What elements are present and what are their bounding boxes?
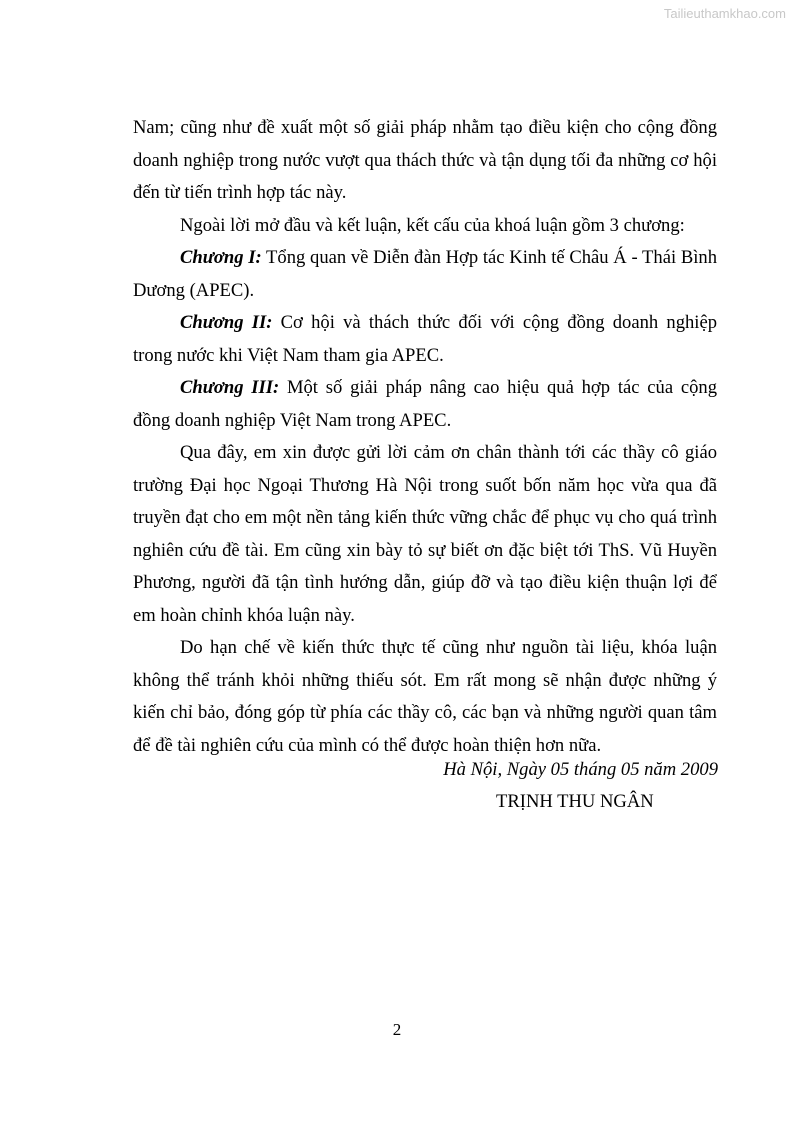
document-body xyxy=(133,112,717,762)
chapter-2-entry xyxy=(133,307,717,372)
chapter-1-text: Tổng quan về Diễn đàn Hợp tác Kinh tế Châu Á - Thái Bình Dương (APEC). xyxy=(133,247,717,301)
chapter-3-entry xyxy=(133,372,717,437)
signature-date: Hà Nội, Ngày 05 tháng 05 năm 2009 xyxy=(443,759,718,780)
paragraph-acknowledgement: Qua đây, em xin được gửi lời cảm ơn chân thành tới các thầy cô giáo trường Đại học Ngoại Thương Hà Nội trong suốt bốn năm học vừa qua đã truyền đạt cho em một nền tảng kiến thức vững chắc để phục vụ cho quá trình nghiên cứu đề tài. Em cũng xin bày tỏ sự biết ơn đặc biệt tới ThS. Vũ Huyền Phương, người đã tận tình hướng dẫn, giúp đỡ và tạo điều kiện thuận lợi để em hoàn chỉnh khóa luận này. xyxy=(133,442,717,626)
chapter-2-label: Chương II: xyxy=(180,312,273,333)
page-number: 2 xyxy=(392,1020,402,1039)
signature-name: TRỊNH THU NGÂN xyxy=(496,791,654,812)
paragraph-intro-continued: Nam; cũng như đề xuất một số giải pháp nhằm tạo điều kiện cho cộng đồng doanh nghiệp trong nước vượt qua thách thức và tận dụng tối đa những cơ hội đến từ tiến trình hợp tác này. xyxy=(133,117,717,203)
chapter-1-label: Chương I: xyxy=(180,247,262,268)
chapter-2-text: Cơ hội và thách thức đối với cộng đồng doanh nghiệp trong nước khi Việt Nam tham gia APEC. xyxy=(133,312,718,366)
paragraph-structure: Ngoài lời mở đầu và kết luận, kết cấu của khoá luận gồm 3 chương: xyxy=(180,214,685,236)
watermark: Tailieuthamkhao.com xyxy=(663,6,786,21)
chapter-1-entry xyxy=(133,242,717,307)
chapter-3-label: Chương III: xyxy=(180,377,280,398)
chapter-3-text: Một số giải pháp nâng cao hiệu quả hợp tác của cộng đồng doanh nghiệp Việt Nam trong APEC. xyxy=(133,377,718,431)
paragraph-limitations: Do hạn chế về kiến thức thực tế cũng như nguồn tài liệu, khóa luận không thể tránh khỏi những thiếu sót. Em rất mong sẽ nhận được những ý kiến chỉ bảo, đóng góp từ phía các thầy cô, các bạn và những người quan tâm để đề tài nghiên cứu của mình có thể được hoàn thiện hơn nữa. xyxy=(133,637,717,756)
